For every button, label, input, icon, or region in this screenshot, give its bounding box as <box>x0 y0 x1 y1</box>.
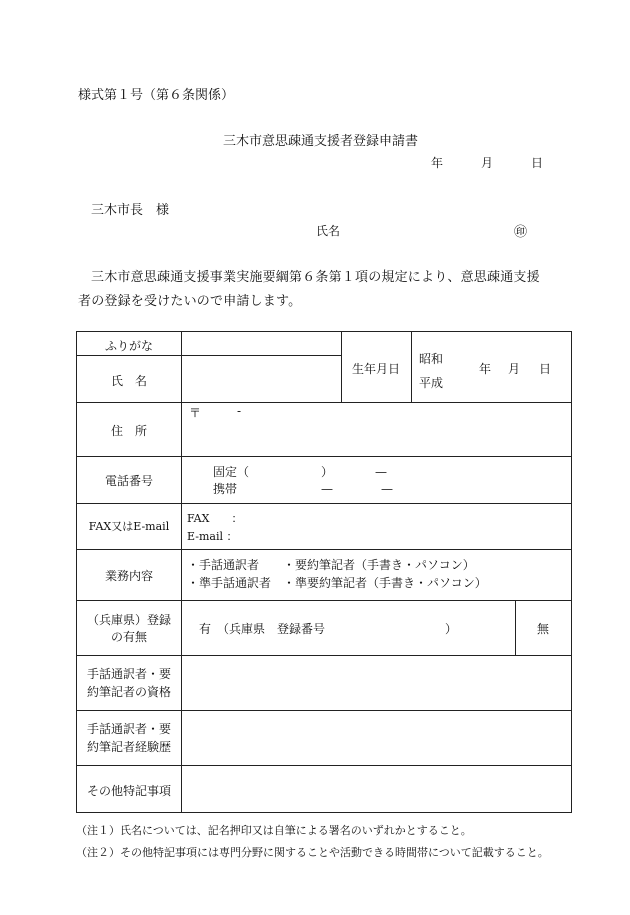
qualification-field[interactable] <box>183 657 569 709</box>
name-field[interactable] <box>183 357 339 401</box>
registration-label-1: （兵庫県）登録 <box>86 613 171 627</box>
document-title: 三木市意思疎通支援者登録申請書 <box>223 134 419 149</box>
experience-field[interactable] <box>183 712 569 764</box>
seal-mark: ㊞ <box>514 225 528 240</box>
applicant-name-label: 氏名 <box>316 224 341 238</box>
intro-line-1: 三木市意思疎通支援事業実施要綱第６条第１項の規定により、意思疎通支援 <box>91 270 540 285</box>
birth-month-label: 月 <box>508 362 521 376</box>
addressee: 三木市長 様 <box>91 203 170 218</box>
date-day-label: 日 <box>531 156 544 170</box>
era-showa[interactable]: 昭和 <box>419 352 444 366</box>
note-1: （注１）氏名については、記名押印又は自筆による署名のいずれかとすること。 <box>76 824 472 837</box>
qualification-label-1: 手話通訳者・要 <box>86 667 171 681</box>
work-options-line-1[interactable]: ・手話通訳者 ・要約筆記者（手書き・パソコン） <box>187 558 475 572</box>
name-label: 氏 名 <box>110 374 147 388</box>
phone-mobile-line[interactable]: 携帯 — — <box>213 482 394 496</box>
birthdate-label: 生年月日 <box>351 362 400 376</box>
phone-label: 電話番号 <box>104 474 153 488</box>
date-year-label: 年 <box>431 156 444 170</box>
experience-label-1: 手話通訳者・要 <box>86 722 171 736</box>
furigana-label: ふりがな <box>104 339 153 353</box>
furigana-field[interactable] <box>183 334 339 354</box>
other-notes-label: その他特記事項 <box>86 784 171 798</box>
postal-mark: 〒 <box>189 406 202 420</box>
registration-no-option[interactable]: 無 <box>536 622 549 636</box>
date-month-label: 月 <box>481 156 494 170</box>
fax-email-label: FAX又はE-mail <box>88 520 170 533</box>
birth-day-label: 日 <box>539 362 552 376</box>
postal-dash: - <box>237 404 242 418</box>
birth-year-label: 年 <box>479 362 492 376</box>
registration-label-2: の有無 <box>110 630 147 644</box>
fax-line[interactable]: FAX ： <box>187 512 243 525</box>
email-line[interactable]: E-mail ： <box>187 530 238 543</box>
other-notes-field[interactable] <box>183 767 569 811</box>
form-number: 様式第１号（第６条関係） <box>78 88 235 103</box>
era-heisei[interactable]: 平成 <box>419 376 444 390</box>
note-2: （注２）その他特記事項には専門分野に関することや活動できる時間帯について記載すること。 <box>76 846 549 859</box>
experience-label-2: 約筆記者経験歴 <box>86 740 171 754</box>
work-label: 業務内容 <box>104 569 153 583</box>
phone-fixed-line[interactable]: 固定（ ） — <box>213 465 388 479</box>
intro-line-2: 者の登録を受けたいので申請します。 <box>78 294 302 309</box>
work-options-line-2[interactable]: ・準手話通訳者 ・準要約筆記者（手書き・パソコン） <box>187 576 487 590</box>
registration-yes-option[interactable]: 有 （兵庫県 登録番号 ） <box>199 622 458 636</box>
qualification-label-2: 約筆記者の資格 <box>86 685 171 699</box>
address-field[interactable] <box>183 420 569 454</box>
application-form-table <box>76 331 572 813</box>
address-label: 住 所 <box>110 424 147 438</box>
